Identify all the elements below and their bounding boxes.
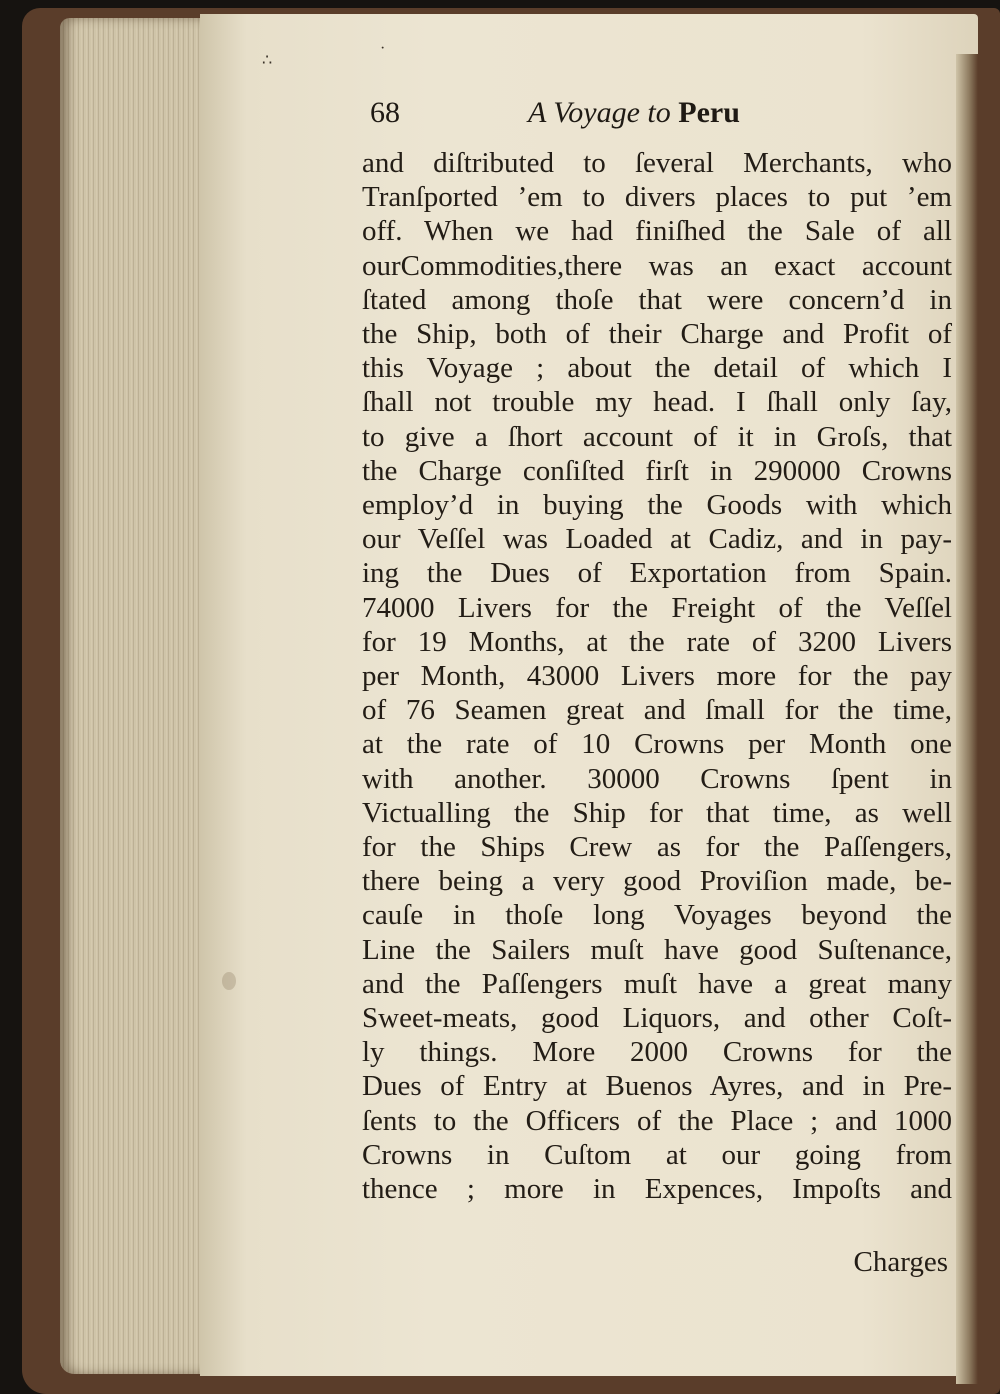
- text-line: ly things. More 2000 Crowns for the: [362, 1036, 952, 1069]
- text-line: Dues of Entry at Buenos Ayres, and in Pre-: [362, 1070, 952, 1103]
- page-edges: [60, 18, 210, 1374]
- page-number: 68: [370, 96, 400, 129]
- text-line: Sweet-meats, good Liquors, and other Coſt-: [362, 1002, 952, 1035]
- catchword: Charges: [853, 1246, 948, 1278]
- running-title-prefix: A Voyage to: [528, 96, 679, 129]
- running-title-place: Peru: [678, 96, 740, 129]
- body-text: [362, 146, 952, 1206]
- text-line: and diſtributed to ſeveral Merchants, who: [362, 147, 952, 179]
- ink-spot: [222, 972, 236, 990]
- text-line: per Month, 43000 Livers more for the pay: [362, 660, 952, 693]
- text-line: to give a ſhort account of it in Groſs, that: [362, 420, 952, 453]
- text-line: the Ship, both of their Charge and Profit of: [362, 318, 952, 351]
- text-line: ourCommodities,there was an exact account: [362, 249, 952, 282]
- text-line: Crowns in Cuſtom at our going from: [362, 1138, 952, 1171]
- text-line: ſhall not trouble my head. I ſhall only ſay,: [362, 386, 952, 419]
- gutter-shadow: [956, 54, 978, 1384]
- text-line: there being a very good Proviſion made, be-: [362, 865, 952, 898]
- text-line: thence ; more in Expences, Impoſts and: [362, 1173, 952, 1206]
- text-line: the Charge conſiſted firſt in 290000 Crowns: [362, 454, 952, 487]
- text-line: of 76 Seamen great and ſmall for the time,: [362, 694, 952, 727]
- text-line: for the Ships Crew as for the Paſſengers,: [362, 831, 952, 864]
- running-title: [528, 96, 740, 130]
- text-line: 74000 Livers for the Freight of the Veſſel: [362, 591, 952, 624]
- text-line: with another. 30000 Crowns ſpent in: [362, 762, 952, 795]
- page-mark: ∴: [262, 52, 273, 69]
- text-line: Line the Sailers muſt have good Suſtenance,: [362, 933, 952, 966]
- text-line: Tranſported ’em to divers places to put ’em: [362, 181, 952, 214]
- text-line: ſtated among thoſe that were concern’d in: [362, 283, 952, 316]
- text-line: Victualling the Ship for that time, as well: [362, 796, 952, 829]
- text-line: ſents to the Officers of the Place ; and 1000: [362, 1104, 952, 1137]
- running-header: [370, 96, 810, 136]
- text-line: at the rate of 10 Crowns per Month one: [362, 728, 952, 761]
- text-line: for 19 Months, at the rate of 3200 Livers: [362, 625, 952, 658]
- text-line: employ’d in buying the Goods with which: [362, 489, 952, 522]
- text-line: our Veſſel was Loaded at Cadiz, and in pay-: [362, 523, 952, 556]
- text-line: this Voyage ; about the detail of which I: [362, 352, 952, 385]
- text-line: ing the Dues of Exportation from Spain.: [362, 557, 952, 590]
- text-line: off. When we had finiſhed the Sale of all: [362, 215, 952, 248]
- text-line: cauſe in thoſe long Voyages beyond the: [362, 899, 952, 932]
- page-mark: ·: [380, 40, 386, 57]
- text-line: and the Paſſengers muſt have a great many: [362, 967, 952, 1000]
